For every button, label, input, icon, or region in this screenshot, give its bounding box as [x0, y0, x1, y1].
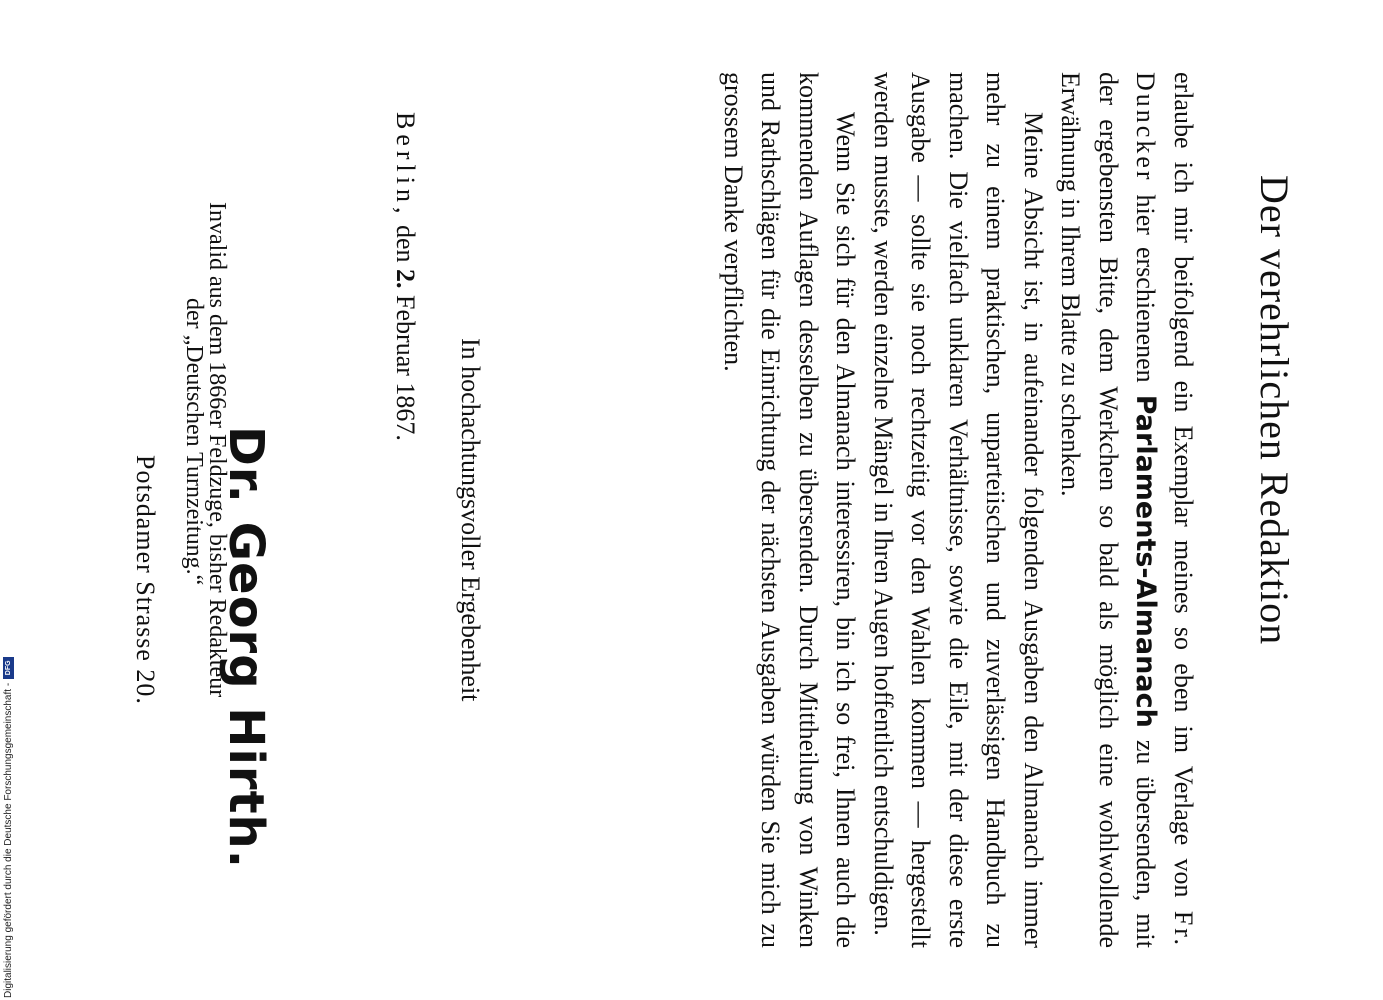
place: Berlin, [391, 112, 420, 219]
rotated-letter [131, 0, 1310, 1000]
signer-role-line-2: der „Deutschen Turnzeitung.“ [181, 298, 207, 586]
paragraph-3: Wenn Sie sich für den Almanach interessiren, bin ich so frei, Ihnen auch die kommenden Auflagen desselben zu übersenden. Durch Mittheilung von Winken und Rathschlägen für die Einrichtung der nächsten Ausgaben würden Sie mich zu grossem Danke verpflichten. [719, 72, 861, 948]
signature-name: Dr. Georg Hirth. [218, 426, 274, 869]
dfg-logo-icon: DFG [3, 657, 14, 679]
closing-line: In hochachtungsvoller Ergebenheit [456, 338, 485, 702]
paragraph-2: Meine Absicht ist, in aufeinander folgenden Ausgaben den Almanach immer mehr zu einem praktischen, unparteiischen und zuverlässigen Handbuch zu machen. Die vielfach unklaren Verhältnisse, sowie die Eile, mit der diese erste Ausgabe — sollte sie noch rechtzeitig vor den Wahlen kommen — hergestellt werden musste, werden einzelne Mängel in Ihren Augen hoffentlich entschuldigen. [869, 72, 1048, 948]
almanac-title: Parlaments-Almanach [1130, 394, 1162, 728]
digitization-credit: Digitalisierung gefördert durch die Deutsche Forschungsgemeinschaft - DFG [3, 657, 14, 998]
letter-body [715, 72, 1203, 948]
paragraph-1: erlaube ich mir beifolgend ein Exemplar meines so eben im Verlage von Fr. Duncker hier erschienenen Parlaments-Almanach zu übersenden, mit der ergebensten Bitte, dem Werkchen so bald als möglich eine wohlwollende Erwähnung in Ihrem Blatte zu schenken. [1056, 72, 1198, 949]
signer-role-line-1: Invalid aus dem 1866er Feldzuge, bisher Redakteur [204, 202, 230, 698]
letter-salutation: Der verehrlichen Redaktion [1252, 175, 1297, 646]
signer-address: Potsdamer Strasse 20. [131, 455, 160, 705]
publisher-name: Fr. Duncker [1131, 72, 1198, 948]
date-line: Berlin, den 2. Februar 1867. [391, 112, 420, 441]
